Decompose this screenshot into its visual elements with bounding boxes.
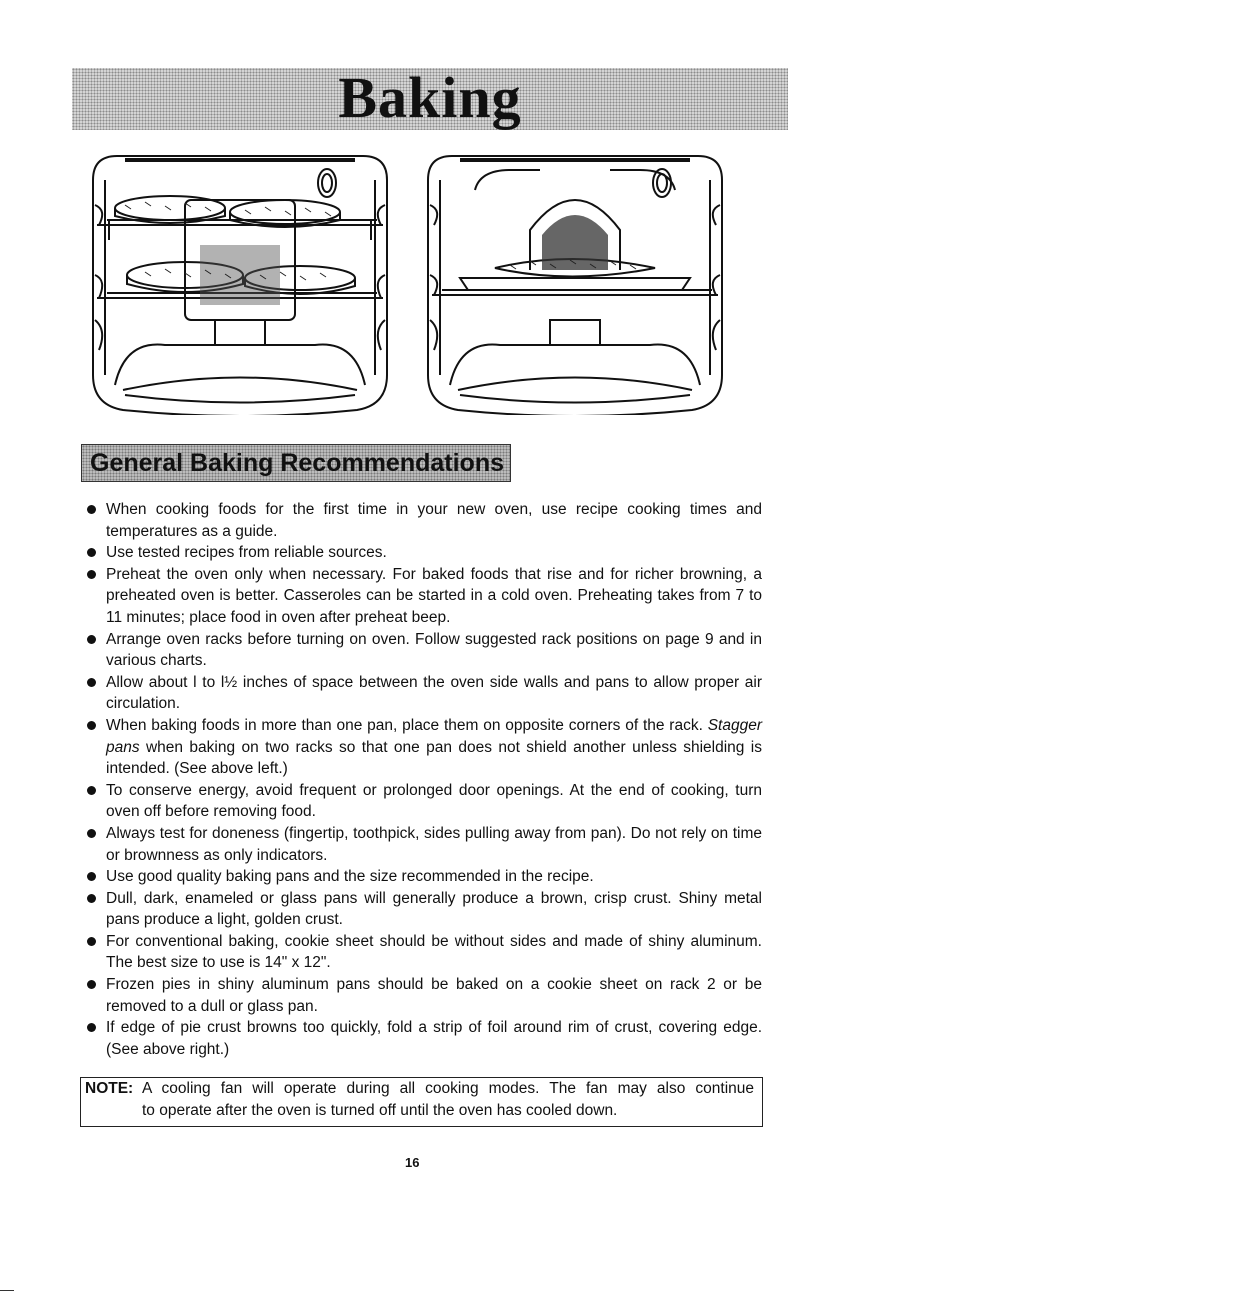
page-number: 16 (405, 1155, 420, 1170)
list-item-text: When baking foods in more than one pan, place them on opposite corners of the rack. (106, 716, 708, 734)
list-item: Arrange oven racks before turning on oven. Follow suggested rack positions on page 9 and in various charts. (86, 629, 762, 672)
oven-one-rack-icon (420, 150, 730, 415)
list-item: Dull, dark, enameled or glass pans will generally produce a brown, crisp crust. Shiny metal pans produce a light, golden crust. (86, 888, 762, 931)
page-title: Baking (338, 65, 522, 130)
list-item: Frozen pies in shiny aluminum pans should be baked on a cookie sheet on rack 2 or be removed to a dull or glass pan. (86, 974, 762, 1017)
list-item: Allow about l to l½ inches of space between the oven side walls and pans to allow proper air circulation. (86, 672, 762, 715)
list-item: When cooking foods for the first time in your new oven, use recipe cooking times and temperatures as a guide. (86, 499, 762, 542)
list-item: For conventional baking, cookie sheet should be without sides and made of shiny aluminum. The best size to use is 14" x 12". (86, 931, 762, 974)
section-heading-banner (81, 444, 511, 482)
page-title-banner (72, 65, 788, 130)
list-item (86, 715, 762, 780)
section-heading: General Baking Recommendations (90, 448, 505, 477)
oven-two-racks-icon (85, 150, 395, 415)
list-item: Preheat the oven only when necessary. For baked foods that rise and for richer browning, a preheated oven is better. Casseroles can be started in a cold oven. Preheating takes from 7 to 11 minutes; place food in oven after preheat beep. (86, 564, 762, 629)
note-box (80, 1077, 763, 1127)
note-text: to operate after the oven is turned off until the oven has cooled down. (142, 1102, 618, 1119)
note-label: NOTE: (85, 1080, 134, 1097)
list-item: Use good quality baking pans and the size recommended in the recipe. (86, 866, 762, 888)
recommendations-list (86, 499, 762, 1060)
list-item: Always test for doneness (fingertip, toothpick, sides pulling away from pan). Do not rely on time or brownness as only indicators. (86, 823, 762, 866)
list-item: If edge of pie crust browns too quickly, fold a strip of foil around rim of crust, covering edge. (See above right.) (86, 1017, 762, 1060)
list-item: To conserve energy, avoid frequent or prolonged door openings. At the end of cooking, turn oven off before removing food. (86, 780, 762, 823)
list-item-text: when baking on two racks so that one pan does not shield another unless shielding is intended. (See above left.) (106, 738, 762, 778)
list-item-emphasis: Stagger pans (106, 716, 762, 756)
list-item: Use tested recipes from reliable sources. (86, 542, 762, 564)
note-text: A cooling fan will operate during all cooking modes. The fan may also continue (142, 1080, 754, 1097)
